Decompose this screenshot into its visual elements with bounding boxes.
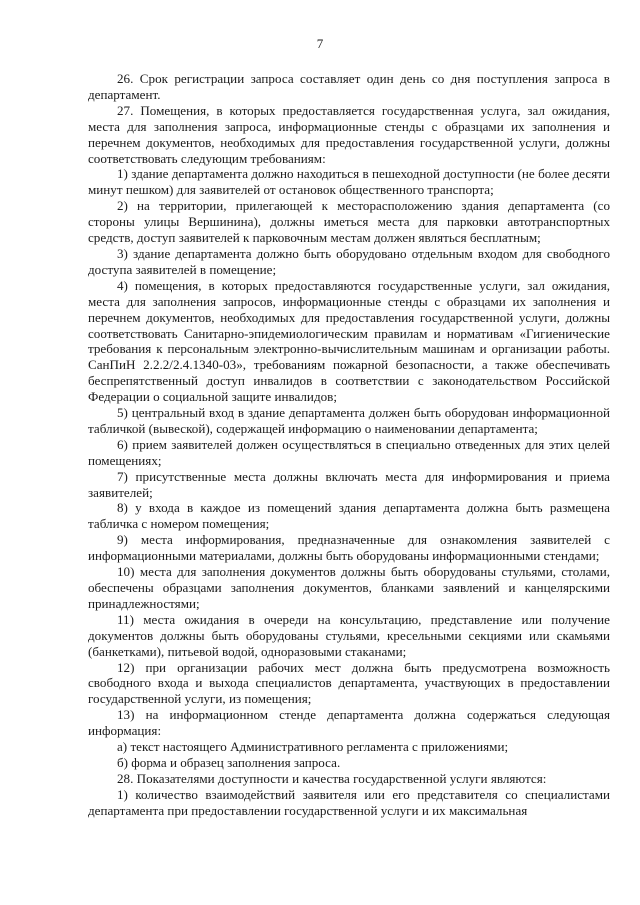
document-body: [88, 71, 610, 819]
page-number: 7: [316, 36, 324, 51]
list-item-4: 4) помещения, в которых предоставляются государственные услуги, зал ожидания, места для заполнения запросов, информационные стенды с образцами их заполнения и перечнем документов, необходимых для предоставления государственной услуги, должны соответствовать Санитарно-эпидемиологическим правилам и нормативам «Гигиенические требования к персональным электронно-вычислительным машинам и организации работы. СанПиН 2.2.2/2.4.1340-03», требованиям пожарной безопасности, а также обеспечивать беспрепятственный доступ инвалидов в соответствии с законодательством Российской Федерации о социальной защите инвалидов;: [88, 277, 610, 405]
paragraph-27: 27. Помещения, в которых предоставляется государственная услуга, зал ожидания, места для заполнения запроса, информационные стенды с образцами их заполнения и перечнем документов, необходимых для предоставления государственной услуги, должны соответствовать следующим требованиям:: [88, 102, 610, 166]
sub-item-b: б) форма и образец заполнения запроса.: [117, 754, 341, 770]
list-item-7: 7) присутственные места должны включать места для информирования и приема заявителей;: [88, 468, 610, 500]
list-item-28-1: 1) количество взаимодействий заявителя или его представителя со специалистами департамента при предоставлении государственной услуги и их максимальная: [88, 786, 610, 818]
list-item-13: 13) на информационном стенде департамента должна содержаться следующая информация:: [88, 707, 610, 739]
paragraph-26: 26. Срок регистрации запроса составляет один день со дня поступления запроса в департамент.: [88, 71, 610, 102]
paragraph-28: 28. Показателями доступности и качества государственной услуги являются:: [117, 770, 547, 786]
list-item-2: 2) на территории, прилегающей к месторасположению здания департамента (со стороны улицы Вершинина), должны иметься места для парковки автотранспортных средств, доступ заявителей к парковочным местам должен являться бесплатным;: [88, 198, 610, 246]
list-item-5: 5) центральный вход в здание департамента должен быть оборудован информационной табличкой (вывеской), содержащей информацию о наименовании департамента;: [88, 405, 610, 436]
list-item-1: 1) здание департамента должно находиться в пешеходной доступности (не более десяти минут пешком) для заявителей от остановок общественного транспорта;: [88, 166, 610, 198]
list-item-3: 3) здание департамента должно быть оборудовано отдельным входом для свободного доступа заявителей в помещение;: [88, 245, 610, 277]
list-item-12: 12) при организации рабочих мест должна быть предусмотрена возможность свободного входа и выхода специалистов департамента, участвующих в предоставлении государственной услуги, из помещения;: [88, 659, 610, 707]
sub-item-a: а) текст настоящего Административного регламента с приложениями;: [117, 739, 509, 755]
list-item-10: 10) места для заполнения документов должны быть оборудованы стульями, столами, обеспечены образцами заполнения документов, бланками заявлений и канцелярскими принадлежностями;: [88, 564, 610, 611]
list-item-11: 11) места ожидания в очереди на консультацию, представление или получение документов должны быть оборудованы стульями, кресельными секциями или скамьями (банкетками), питьевой водой, одноразовыми стаканами;: [88, 611, 610, 659]
list-item-9: 9) места информирования, предназначенные для ознакомления заявителей с информационными материалами, должны быть оборудованы информационными стендами;: [88, 532, 610, 564]
list-item-6: 6) прием заявителей должен осуществляться в специально отведенных для этих целей помещениях;: [88, 436, 610, 468]
list-item-8: 8) у входа в каждое из помещений здания департамента должна быть размещена табличка с номером помещения;: [88, 500, 610, 532]
